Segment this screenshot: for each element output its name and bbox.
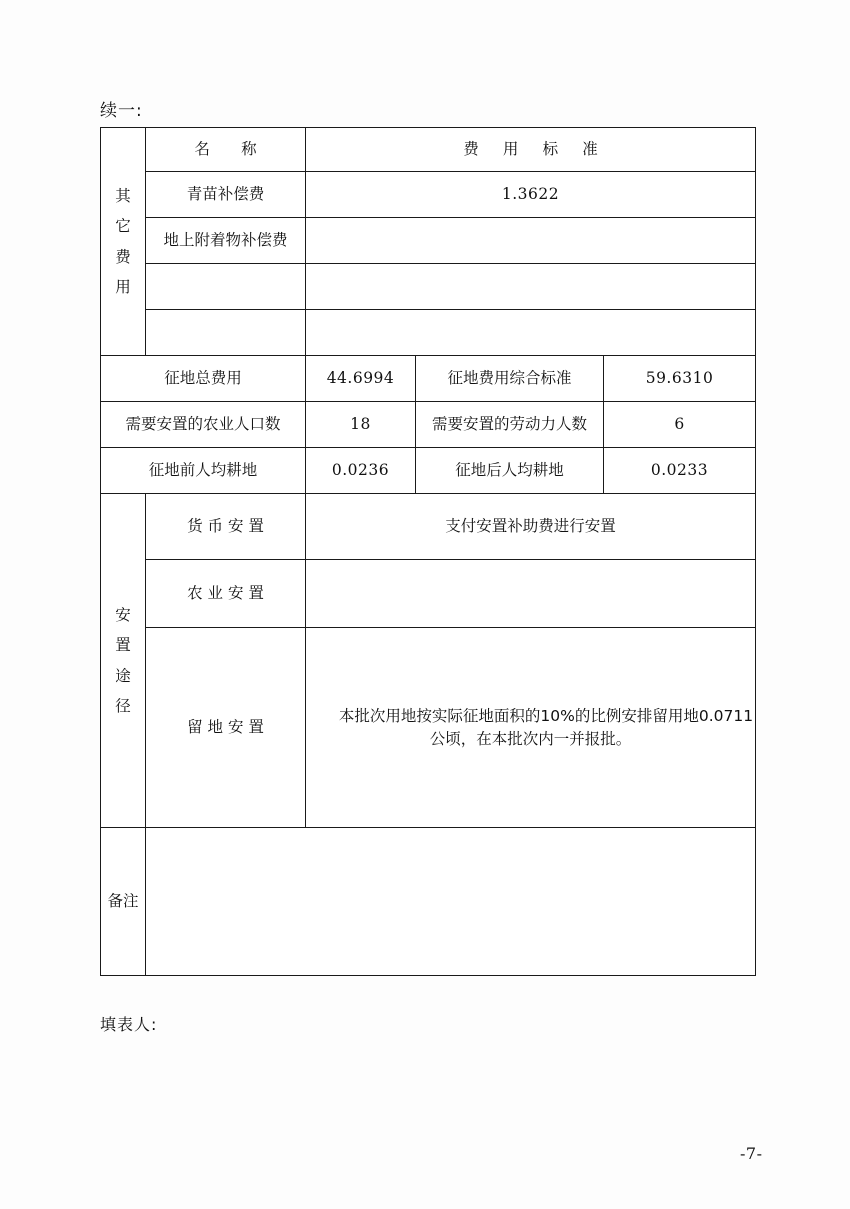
table-row (101, 448, 756, 494)
fee-standard-2 (306, 264, 756, 310)
remarks-label: 备注 (101, 828, 146, 976)
fee-name-0: 青苗补偿费 (146, 172, 306, 218)
total-value-right-2: 0.0233 (604, 448, 756, 494)
resettlement-section-label (101, 494, 146, 828)
total-value-right-0: 59.6310 (604, 356, 756, 402)
remarks-row (101, 828, 756, 976)
total-label-1: 需要安置的农业人口数 (101, 402, 306, 448)
total-label-right-2: 征地后人均耕地 (416, 448, 604, 494)
total-label-right-1: 需要安置的劳动力人数 (416, 402, 604, 448)
fee-name-2 (146, 264, 306, 310)
total-value-right-1: 6 (604, 402, 756, 448)
resettlement-description-1 (306, 560, 756, 628)
column-header-name: 名 称 (146, 128, 306, 172)
fee-standard-1 (306, 218, 756, 264)
table-row (101, 310, 756, 356)
resettlement-row-agricultural (101, 560, 756, 628)
form-filler-label: 填表人: (100, 1015, 158, 1034)
fee-standard-3 (306, 310, 756, 356)
table-row (101, 356, 756, 402)
remarks-content (146, 828, 756, 976)
other-fees-section-label-text: 其它费用 (115, 187, 131, 296)
total-value-0: 44.6994 (306, 356, 416, 402)
other-fees-section-label (101, 128, 146, 356)
fee-name-3 (146, 310, 306, 356)
other-fees-header-row (101, 128, 756, 172)
fee-standard-0: 1.3622 (306, 172, 756, 218)
table-row (101, 172, 756, 218)
page-number: -7- (740, 1144, 763, 1163)
table-row (101, 264, 756, 310)
resettlement-method-0: 货 币 安 置 (146, 494, 306, 560)
resettlement-method-1: 农 业 安 置 (146, 560, 306, 628)
land-acquisition-form-table (100, 127, 756, 976)
total-label-2: 征地前人均耕地 (101, 448, 306, 494)
resettlement-method-2: 留 地 安 置 (146, 628, 306, 828)
table-row (101, 402, 756, 448)
resettlement-row-currency (101, 494, 756, 560)
continuation-label: 续一: (100, 101, 143, 121)
resettlement-description-0: 支付安置补助费进行安置 (306, 494, 756, 560)
resettlement-row-land-retention (101, 628, 756, 828)
total-label-0: 征地总费用 (101, 356, 306, 402)
column-header-standard: 费 用 标 准 (306, 128, 756, 172)
resettlement-description-2: 本批次用地按实际征地面积的10%的比例安排留用地0.0711公顷，在本批次内一并报批。 (306, 628, 756, 828)
resettlement-section-label-text: 安置途径 (115, 606, 131, 715)
total-value-2: 0.0236 (306, 448, 416, 494)
table-row (101, 218, 756, 264)
total-label-right-0: 征地费用综合标准 (416, 356, 604, 402)
fee-name-1: 地上附着物补偿费 (146, 218, 306, 264)
total-value-1: 18 (306, 402, 416, 448)
